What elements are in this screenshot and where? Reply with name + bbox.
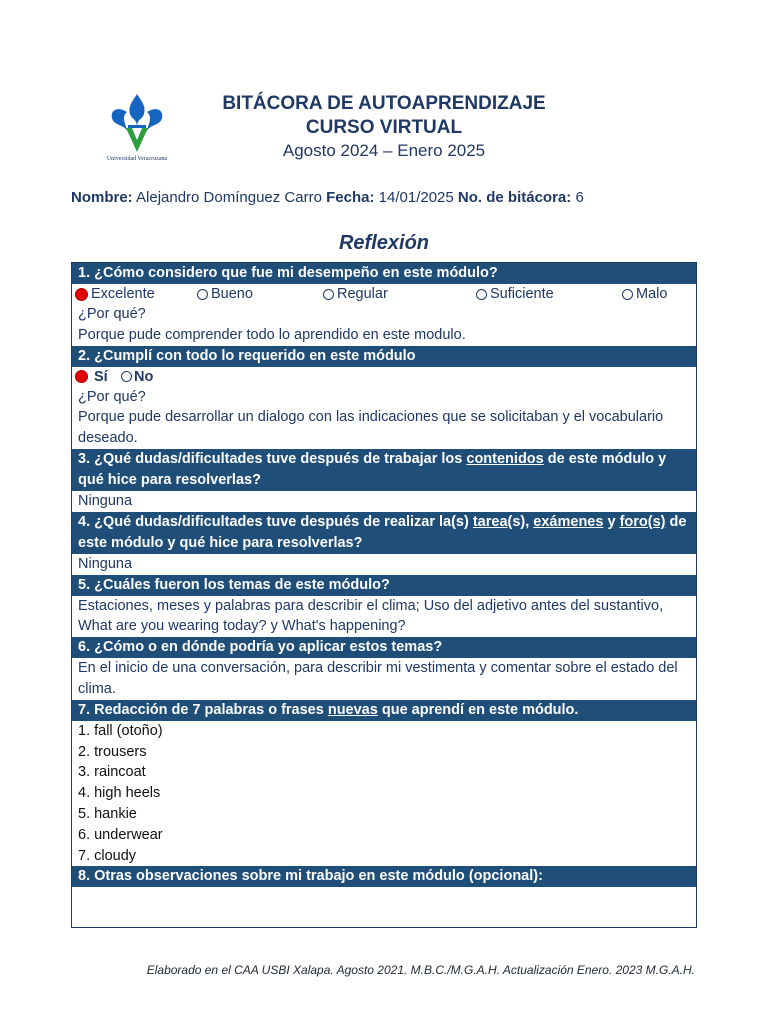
answer-3: Ninguna [78,492,133,509]
footer-note: Elaborado en el CAA USBI Xalapa. Agosto 2021. M.B.C./M.G.A.H. Actualización Enero. 2023 M.G.A.H. [146,963,695,977]
date-value: 14/01/2025 [378,189,454,206]
list-item: 7. cloudy [78,847,137,864]
option-excelente[interactable] [75,284,197,304]
option-suficiente[interactable] [476,284,622,304]
question-3: 3. ¿Qué dudas/dificultades tuve después de trabajar los contenidos de este módulo y qué hice para resolverlas? [72,449,696,491]
name-label: Nombre: [71,189,133,206]
reflection-table [71,262,697,928]
option-label: No [134,368,154,385]
option-label: Suficiente [490,286,554,302]
question-6: 6. ¿Cómo o en dónde podría yo aplicar estos temas? [72,637,696,658]
option-label: Bueno [211,286,253,302]
log-number-label: No. de bitácora: [457,189,572,206]
radio-icon[interactable] [476,289,487,300]
document-subtitle: CURSO VIRTUAL [305,117,463,138]
radio-icon[interactable] [197,289,208,300]
new-words-list [72,721,696,867]
document-period: Agosto 2024 – Enero 2025 [282,141,486,160]
answer-8[interactable] [72,887,696,927]
compliance-options [72,367,696,387]
document-title: BITÁCORA DE AUTOAPRENDIZAJE [222,93,546,114]
question-2: 2. ¿Cumplí con todo lo requerido en este módulo [72,346,696,367]
option-label: Malo [636,286,668,302]
list-item: 1. fall (otoño) [78,722,163,739]
option-bueno[interactable] [197,284,323,304]
option-regular[interactable] [323,284,476,304]
radio-selected-icon[interactable] [75,370,88,383]
radio-icon[interactable] [323,289,334,300]
section-title: Reflexión [338,232,430,254]
radio-selected-icon[interactable] [75,288,88,301]
answer-2: Porque pude desarrollar un dialogo con las indicaciones que se solicitaban y el vocabulario deseado. [78,409,664,447]
why-label: ¿Por qué? [78,388,146,405]
university-logo [94,92,180,166]
student-info [71,189,584,206]
why-label: ¿Por qué? [78,306,146,322]
question-7: 7. Redacción de 7 palabras o frases nuevas que aprendí en este módulo. [72,700,696,721]
option-si[interactable] [75,367,121,387]
answer-6: En el inicio de una conversación, para describir mi vestimenta y comentar sobre el estado del clima. [78,660,678,697]
date-label: Fecha: [326,189,375,206]
option-no[interactable] [121,367,153,387]
question-4: 4. ¿Qué dudas/dificultades tuve después de realizar la(s) tarea(s), exámenes y foro(s) de este módulo y qué hice para resolverlas? [72,512,696,554]
answer-5: Estaciones, meses y palabras para describir el clima; Uso del adjetivo antes del sustantivo, What are you wearing today? y What's happening? [78,597,664,635]
name-value: Alejandro Domínguez Carro [136,189,322,206]
logo-caption: Universidad Veracruzana [106,156,168,162]
list-item: 2. trousers [78,743,147,760]
list-item: 6. underwear [78,826,163,843]
radio-icon[interactable] [121,371,132,382]
performance-options [72,284,696,304]
list-item: 4. high heels [78,785,161,802]
option-malo[interactable] [622,284,667,304]
document-header [180,92,588,162]
option-label: Excelente [91,286,155,302]
list-item: 3. raincoat [78,764,146,781]
question-5: 5. ¿Cuáles fueron los temas de este módulo? [72,575,696,596]
answer-1: Porque pude comprender todo lo aprendido en este modulo. [78,326,466,343]
log-number-value: 6 [575,189,584,206]
question-1: 1. ¿Cómo considero que fue mi desempeño en este módulo? [72,263,696,284]
list-item: 5. hankie [78,805,137,822]
option-label: Sí [94,368,108,385]
radio-icon[interactable] [622,289,633,300]
question-8: 8. Otras observaciones sobre mi trabajo en este módulo (opcional): [72,866,696,887]
answer-4: Ninguna [78,555,133,572]
option-label: Regular [337,286,388,302]
